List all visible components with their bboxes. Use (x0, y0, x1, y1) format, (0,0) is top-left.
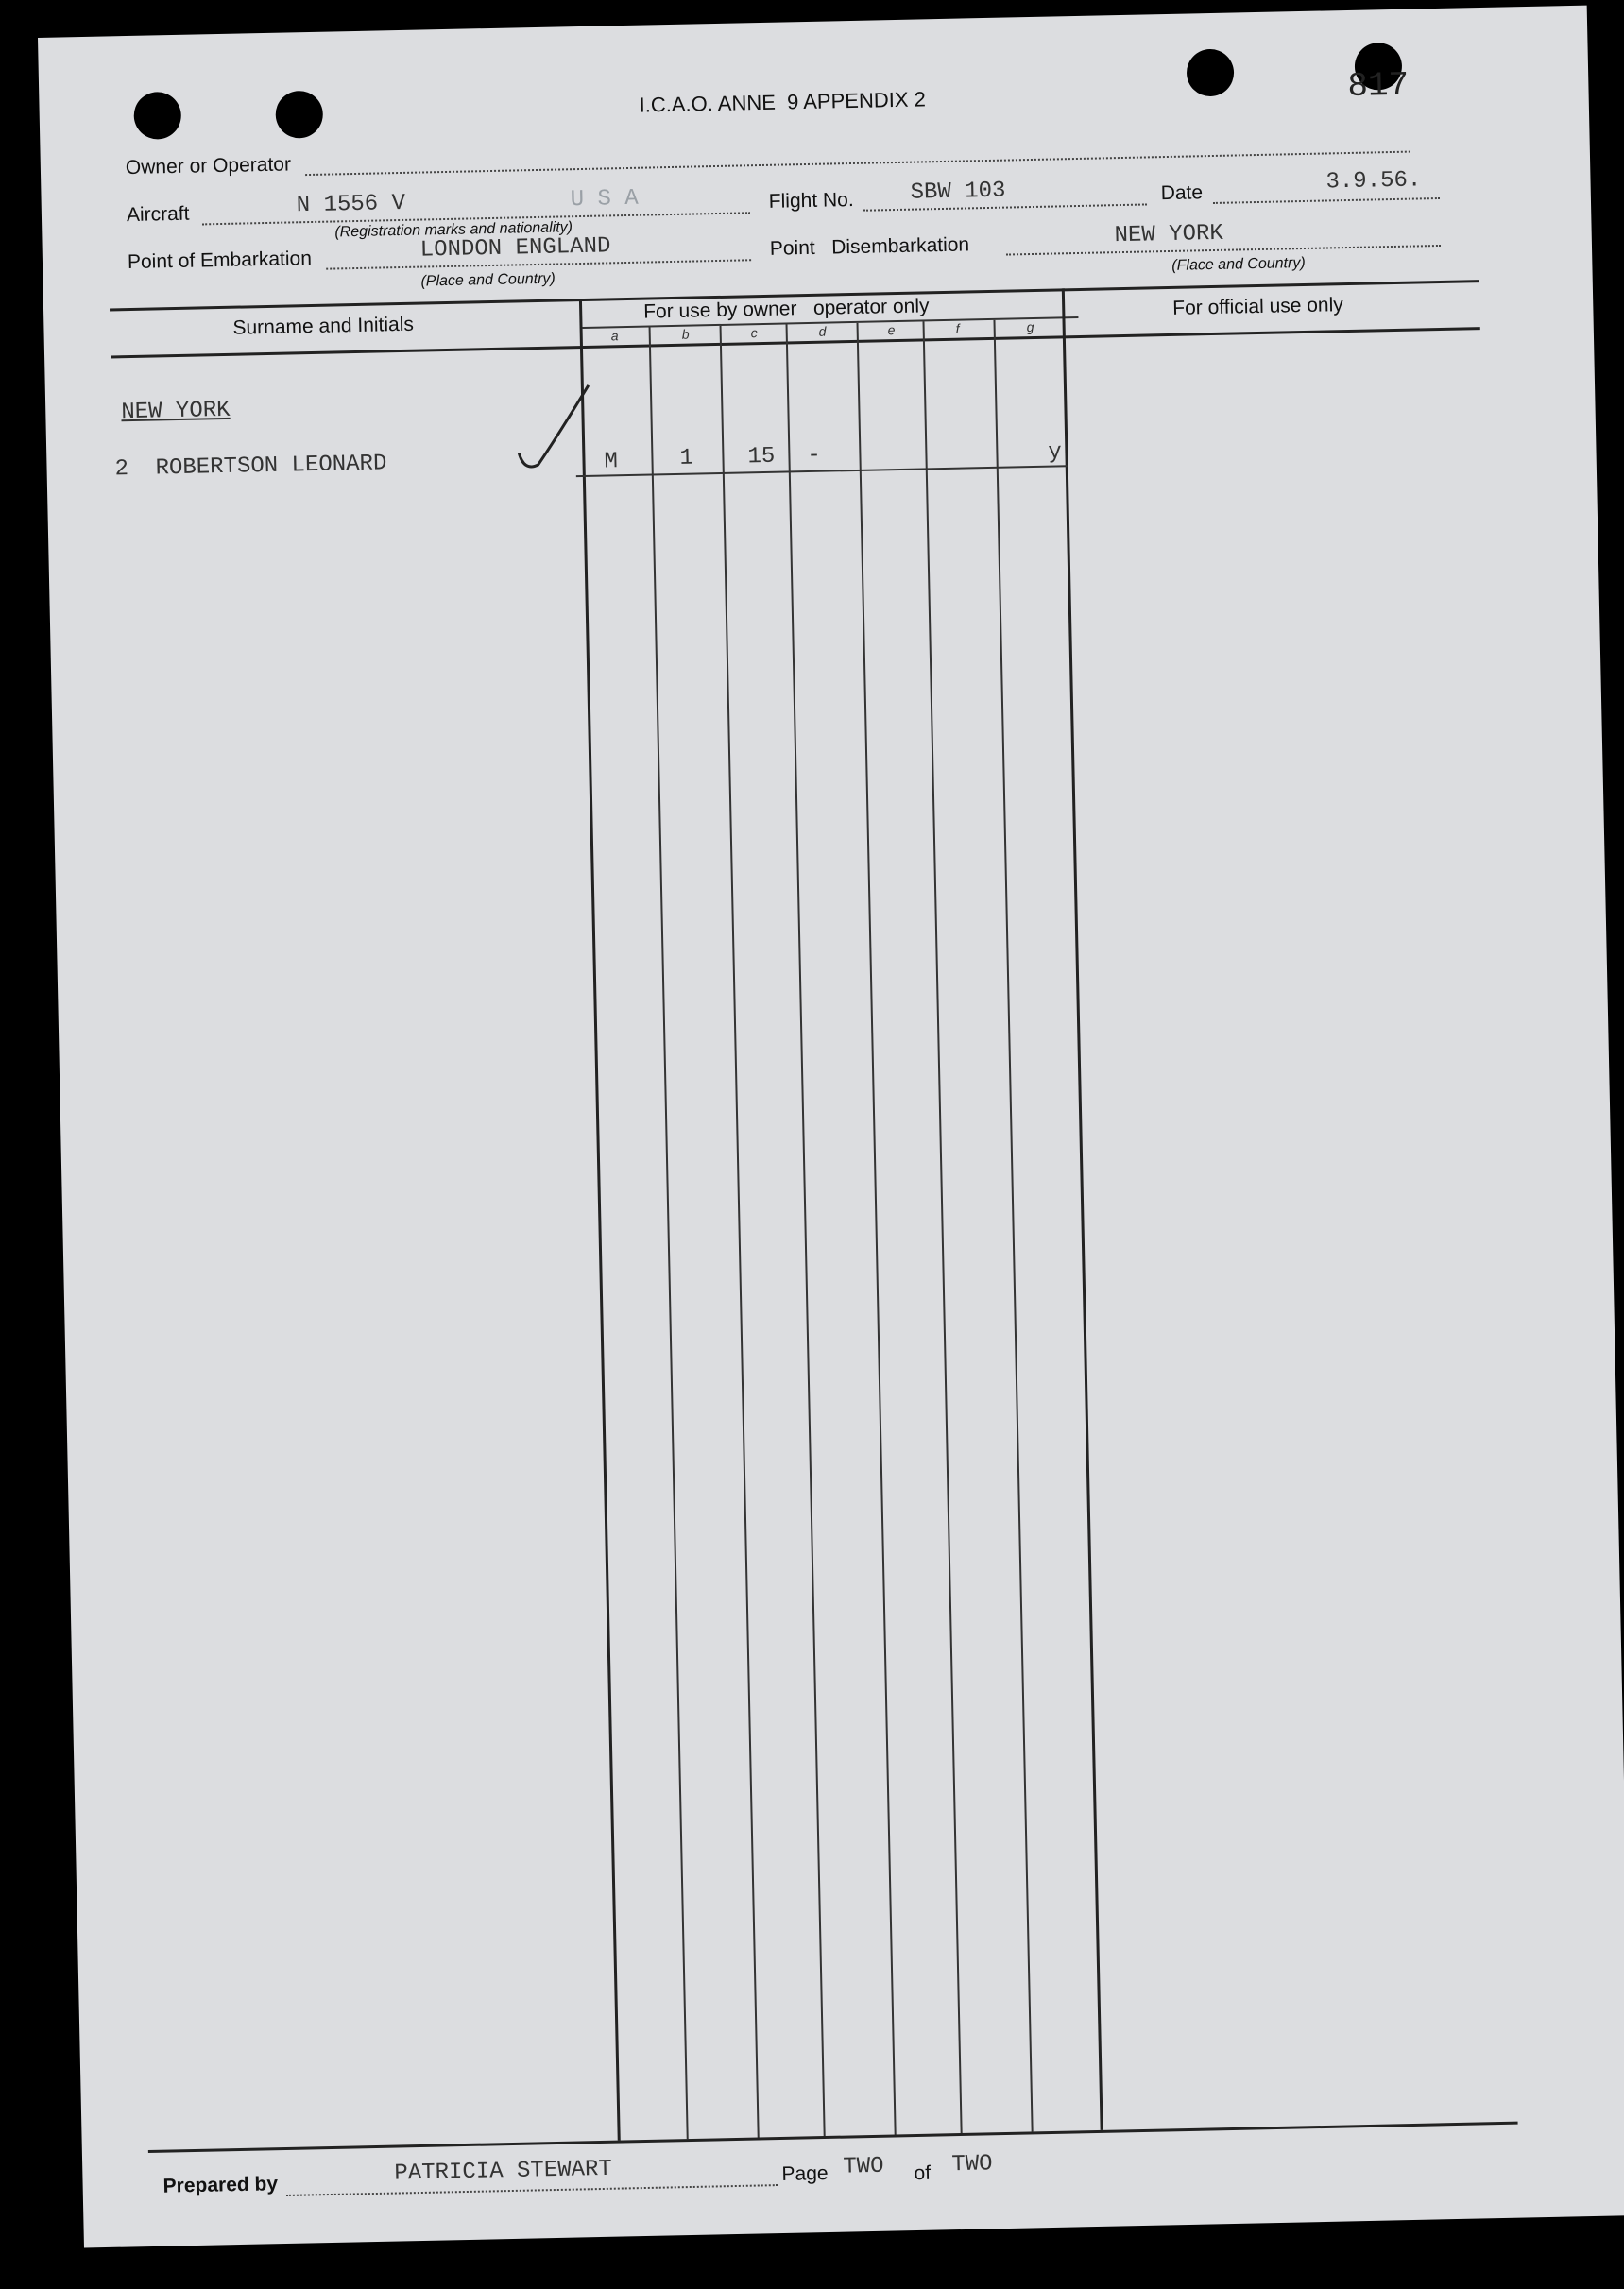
col-divider-surname (579, 299, 621, 2141)
punch-hole-right (1187, 48, 1235, 96)
disembarkation-sublabel: (Flace and Country) (1171, 254, 1306, 274)
flight-number: SBW 103 (910, 178, 1006, 206)
owner-label: Owner or Operator (125, 153, 292, 179)
col-divider-de (857, 323, 897, 2135)
section-heading: NEW YORK (121, 397, 231, 426)
of-value: TWO (951, 2151, 993, 2178)
col-official-header: For official use only (1172, 294, 1343, 319)
disembarkation-label: Point Disembarkation (769, 233, 970, 260)
subcol-e: e (887, 322, 896, 338)
table-bottom-rule (148, 2122, 1518, 2153)
row-underline (576, 465, 1068, 477)
col-divider-official (1062, 288, 1103, 2130)
prepared-value: PATRICIA STEWART (394, 2156, 613, 2187)
subcol-c: c (750, 325, 758, 341)
punch-hole-left-2 (275, 91, 323, 139)
cell-g: y (1048, 439, 1063, 466)
disembarkation-value: NEW YORK (1114, 220, 1224, 249)
aircraft-sublabel: (Registration marks and nationality) (334, 219, 573, 241)
flight-dotted-line (863, 203, 1147, 211)
col-divider-ef (922, 321, 962, 2133)
subcol-a: a (610, 328, 619, 344)
prepared-dotted-line (286, 2184, 778, 2196)
aircraft-label: Aircraft (126, 202, 190, 227)
passenger-name: ROBERTSON LEONARD (155, 451, 387, 482)
cell-c: 15 (747, 443, 776, 470)
subcol-f: f (955, 320, 960, 336)
cell-d: - (807, 442, 822, 470)
col-divider-cd (786, 324, 826, 2136)
punch-hole-left (133, 92, 181, 140)
date-value: 3.9.56. (1325, 167, 1422, 196)
cell-a: M (604, 449, 619, 475)
aircraft-registration: N 1556 V (296, 190, 406, 219)
owner-dotted-line (305, 151, 1410, 177)
prepared-label: Prepared by (162, 2173, 279, 2197)
col-divider-bc (720, 326, 760, 2138)
row-number: 2 (114, 456, 129, 483)
page-label: Page (781, 2161, 829, 2186)
col-divider-ab (649, 327, 689, 2139)
manifest-page (38, 6, 1624, 2248)
subcol-b: b (681, 326, 690, 342)
sheet-number: 817 (1346, 65, 1410, 106)
page-value: TWO (843, 2153, 884, 2180)
col-surname-header: Surname and Initials (232, 313, 415, 339)
form-title: I.C.A.O. ANNE 9 APPENDIX 2 (639, 87, 927, 117)
date-label: Date (1160, 181, 1204, 205)
subcol-g: g (1026, 318, 1034, 335)
subcol-d: d (818, 323, 827, 339)
embarkation-label: Point of Embarkation (127, 247, 313, 274)
date-dotted-line (1213, 197, 1440, 204)
of-label: of (914, 2161, 932, 2185)
checkmark-icon (513, 381, 600, 477)
col-divider-fg (993, 320, 1033, 2132)
cell-b: 1 (679, 445, 694, 471)
col-owner-header: For use by owner operator only (642, 295, 930, 323)
embarkation-sublabel: (Place and Country) (420, 270, 556, 290)
embarkation-value: LONDON ENGLAND (419, 233, 611, 264)
aircraft-nationality: U S A (570, 185, 640, 214)
flight-label: Flight No. (768, 188, 854, 213)
